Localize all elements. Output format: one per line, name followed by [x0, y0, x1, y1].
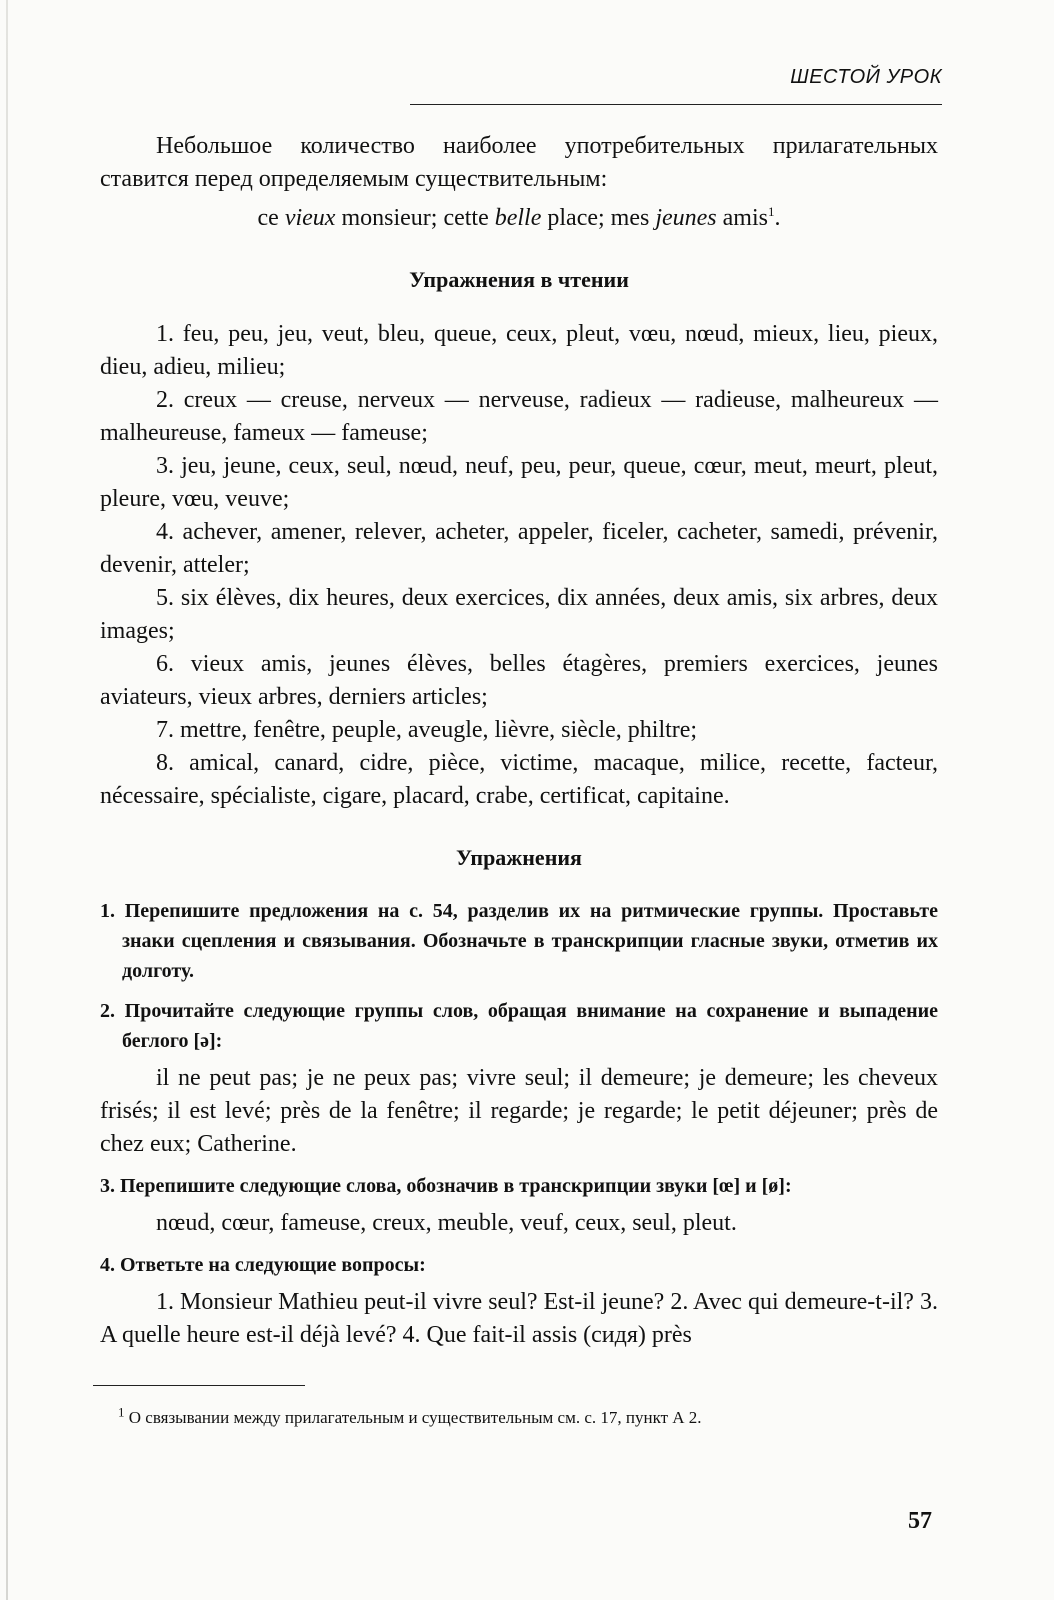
footnote-ref: 1	[767, 204, 775, 219]
exercise-task-2-body: il ne peut pas; je ne peux pas; vivre seul; il demeure; je demeure; les cheveux frisés; il est levé; près de la fenêtre; il regarde; je regarde; le petit déjeuner; près de chez eux; Catherine.	[100, 1065, 938, 1157]
example-part: .	[774, 205, 781, 231]
reading-heading: Упражнения в чтении	[409, 267, 629, 292]
footnote-text: О связывании между прилагательным и существительным см. с. 17, пункт А 2.	[124, 1408, 702, 1427]
footnote-rule	[93, 1385, 305, 1386]
example-part: monsieur; cette	[335, 205, 495, 231]
reading-item: 3. jeu, jeune, ceux, seul, nœud, neuf, peu, peur, queue, cœur, meut, meurt, pleut, pleure, vœu, veuve;	[100, 453, 938, 512]
running-header: ШЕСТОЙ УРОК	[790, 66, 942, 88]
reading-item: 5. six élèves, dix heures, deux exercices, dix années, deux amis, six arbres, deux images;	[100, 585, 938, 644]
reading-item: 4. achever, amener, relever, acheter, appeler, ficeler, cacheter, samedi, prévenir, devenir, atteler;	[100, 519, 938, 578]
page-content	[100, 130, 938, 1352]
exercise-task-4: 4. Ответьте на следующие вопросы:	[100, 1254, 426, 1276]
exercise-task-2: 2. Прочитайте следующие группы слов, обращая внимание на сохранение и выпадение беглого [ə]:	[100, 1000, 938, 1052]
exercises-heading: Упражнения	[456, 845, 582, 870]
header-rule	[410, 104, 942, 105]
footnote	[118, 1404, 938, 1428]
intro-example	[100, 202, 938, 235]
example-part: ce	[257, 205, 285, 231]
exercise-task-1: 1. Перепишите предложения на с. 54, разделив их на ритмические группы. Проставьте знаки сцепления и связывания. Обозначьте в транскрипции гласные звуки, отметив их долготу.	[100, 900, 938, 982]
reading-item: 1. feu, peu, jeu, veut, bleu, queue, ceux, pleut, vœu, nœud, mieux, lieu, pieux, dieu, adieu, milieu;	[100, 321, 938, 380]
reading-item: 6. vieux amis, jeunes élèves, belles étagères, premiers exercices, jeunes aviateurs, vieux arbres, derniers articles;	[100, 651, 938, 710]
exercise-task-4-body: 1. Monsieur Mathieu peut-il vivre seul? Est-il jeune? 2. Avec qui demeure-t-il? 3. A quelle heure est-il déjà levé? 4. Que fait-il assis (сидя) près	[100, 1289, 938, 1348]
exercise-task-3: 3. Перепишите следующие слова, обозначив в транскрипции звуки [œ] и [ø]:	[100, 1175, 792, 1197]
scan-edge-shadow	[6, 0, 8, 1600]
intro-paragraph: Небольшое количество наиболее употребительных прилагательных ставится перед определяемым существительным:	[100, 133, 938, 192]
example-part: place; mes	[541, 205, 656, 231]
reading-item: 7. mettre, fenêtre, peuple, aveugle, lièvre, siècle, philtre;	[156, 717, 698, 743]
reading-item: 2. creux — creuse, nerveux — nerveuse, radieux — radieuse, malheureux — malheureuse, fameux — fameuse;	[100, 387, 938, 446]
example-italic-word: belle	[494, 205, 542, 231]
example-part: amis	[716, 205, 768, 231]
example-italic-word: jeunes	[655, 205, 717, 231]
exercise-task-3-body: nœud, cœur, fameuse, creux, meuble, veuf, ceux, seul, pleut.	[156, 1210, 737, 1236]
reading-item: 8. amical, canard, cidre, pièce, victime, macaque, milice, recette, facteur, nécessaire, spécialiste, cigare, placard, crabe, certificat, capitaine.	[100, 750, 938, 809]
page-number: 57	[908, 1508, 932, 1534]
example-italic-word: vieux	[284, 205, 336, 231]
footnote-marker: 1	[118, 1404, 125, 1420]
